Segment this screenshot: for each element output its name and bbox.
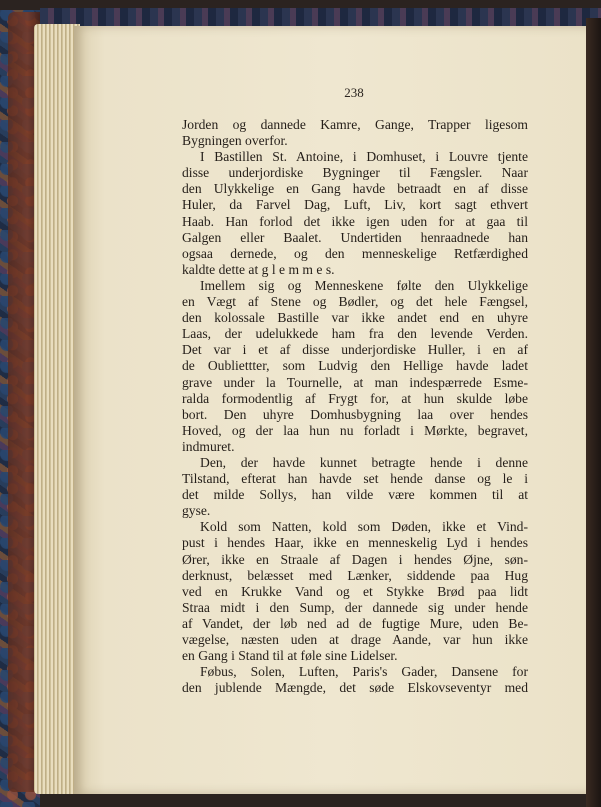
- text-line: ralda formodentlig af Frygt for, at hun skulde løbe: [182, 390, 528, 406]
- text-line: Huler, da Farvel Dag, Luft, Liv, kort sagt ethvert: [182, 197, 528, 213]
- text-line: Galgen eller Baalet. Undertiden henraadnede han: [182, 229, 528, 245]
- text-line: indmuret.: [182, 438, 235, 454]
- body-text: [182, 117, 528, 696]
- text-line: kaldte dette at g l e m m e s.: [182, 261, 335, 277]
- text-line: ved en Krukke Vand og et Stykke Brød paa lidt: [182, 583, 528, 599]
- text-line: det milde Sollys, han vilde være kommen til at: [182, 487, 528, 503]
- text-line: bort. Den uhyre Domhusbygning laa over hendes: [182, 406, 528, 422]
- text-line: de Oubliettter, som Ludvig den Hellige havde ladet: [182, 358, 528, 374]
- text-line: Tilstand, efterat han havde set hende danse og le i: [182, 471, 528, 487]
- text-line: gyse.: [182, 503, 211, 519]
- text-line: Det var i et af disse underjordiske Huller, i en af: [182, 342, 528, 358]
- text-line: en Vægt af Stene og Bødler, og det hele Fængsel,: [182, 294, 528, 310]
- text-line: I Bastillen St. Antoine, i Domhuset, i Louvre tjente: [200, 149, 528, 165]
- text-line: den kolossale Bastille var ikke andet end en uhyre: [182, 310, 528, 326]
- text-line: Ører, ikke en Straale af Dagen i hendes Øjne, søn-: [182, 551, 528, 567]
- text-line: Laas, der udelukkede ham fra den levende Verden.: [182, 326, 528, 342]
- text-line: vægelse, næsten uden at drage Aande, var hun ikke: [182, 632, 528, 647]
- text-line: Føbus, Solen, Luften, Paris's Gader, Dansene for: [200, 664, 528, 680]
- text-line: Den, der havde kunnet betragte hende i denne: [200, 454, 528, 470]
- text-line: den jublende Mængde, det søde Elskovseventyr med: [182, 680, 528, 696]
- text-line: disse underjordiske Bygninger til Fængsler. Naar: [182, 165, 528, 181]
- text-line: ogsaa dernede, og den menneskelige Retfærdighed: [182, 245, 528, 261]
- text-line: Imellem sig og Menneskene følte den Ulykkelige: [200, 277, 528, 293]
- text-line: derknust, belæsset med Lænker, siddende paa Hug: [182, 567, 528, 583]
- text-line: af Vandet, der løb ned ad de fugtige Mure, uden Be-: [182, 615, 528, 631]
- text-line: en Gang i Stand til at føle sine Lidelser.: [182, 648, 398, 664]
- text-line: Bygningen overfor.: [182, 133, 288, 149]
- right-cover-edge: [586, 18, 601, 807]
- text-line: den Ulykkelige en Gang havde betraadt en af disse: [182, 181, 528, 197]
- page-number: 238: [344, 85, 364, 100]
- text-line: grave under la Tournelle, at man indespærrede Esme-: [182, 374, 528, 390]
- text-line: Haab. Han forlod det ikke igen uden for at gaa til: [182, 213, 528, 229]
- text-line: Kold som Natten, kold som Døden, ikke et Vind-: [200, 519, 528, 535]
- top-binding-edge: [40, 8, 601, 26]
- text-line: pust i hendes Haar, ikke en menneskelig Lyd i hendes: [182, 535, 528, 551]
- text-line: Hoved, og der laa hun nu forladt i Mørkte, begravet,: [182, 422, 528, 438]
- text-line: Jorden og dannede Kamre, Gange, Trapper ligesom: [182, 117, 528, 132]
- text-line: Straa midt i den Sump, der dannede sig under hende: [182, 599, 528, 615]
